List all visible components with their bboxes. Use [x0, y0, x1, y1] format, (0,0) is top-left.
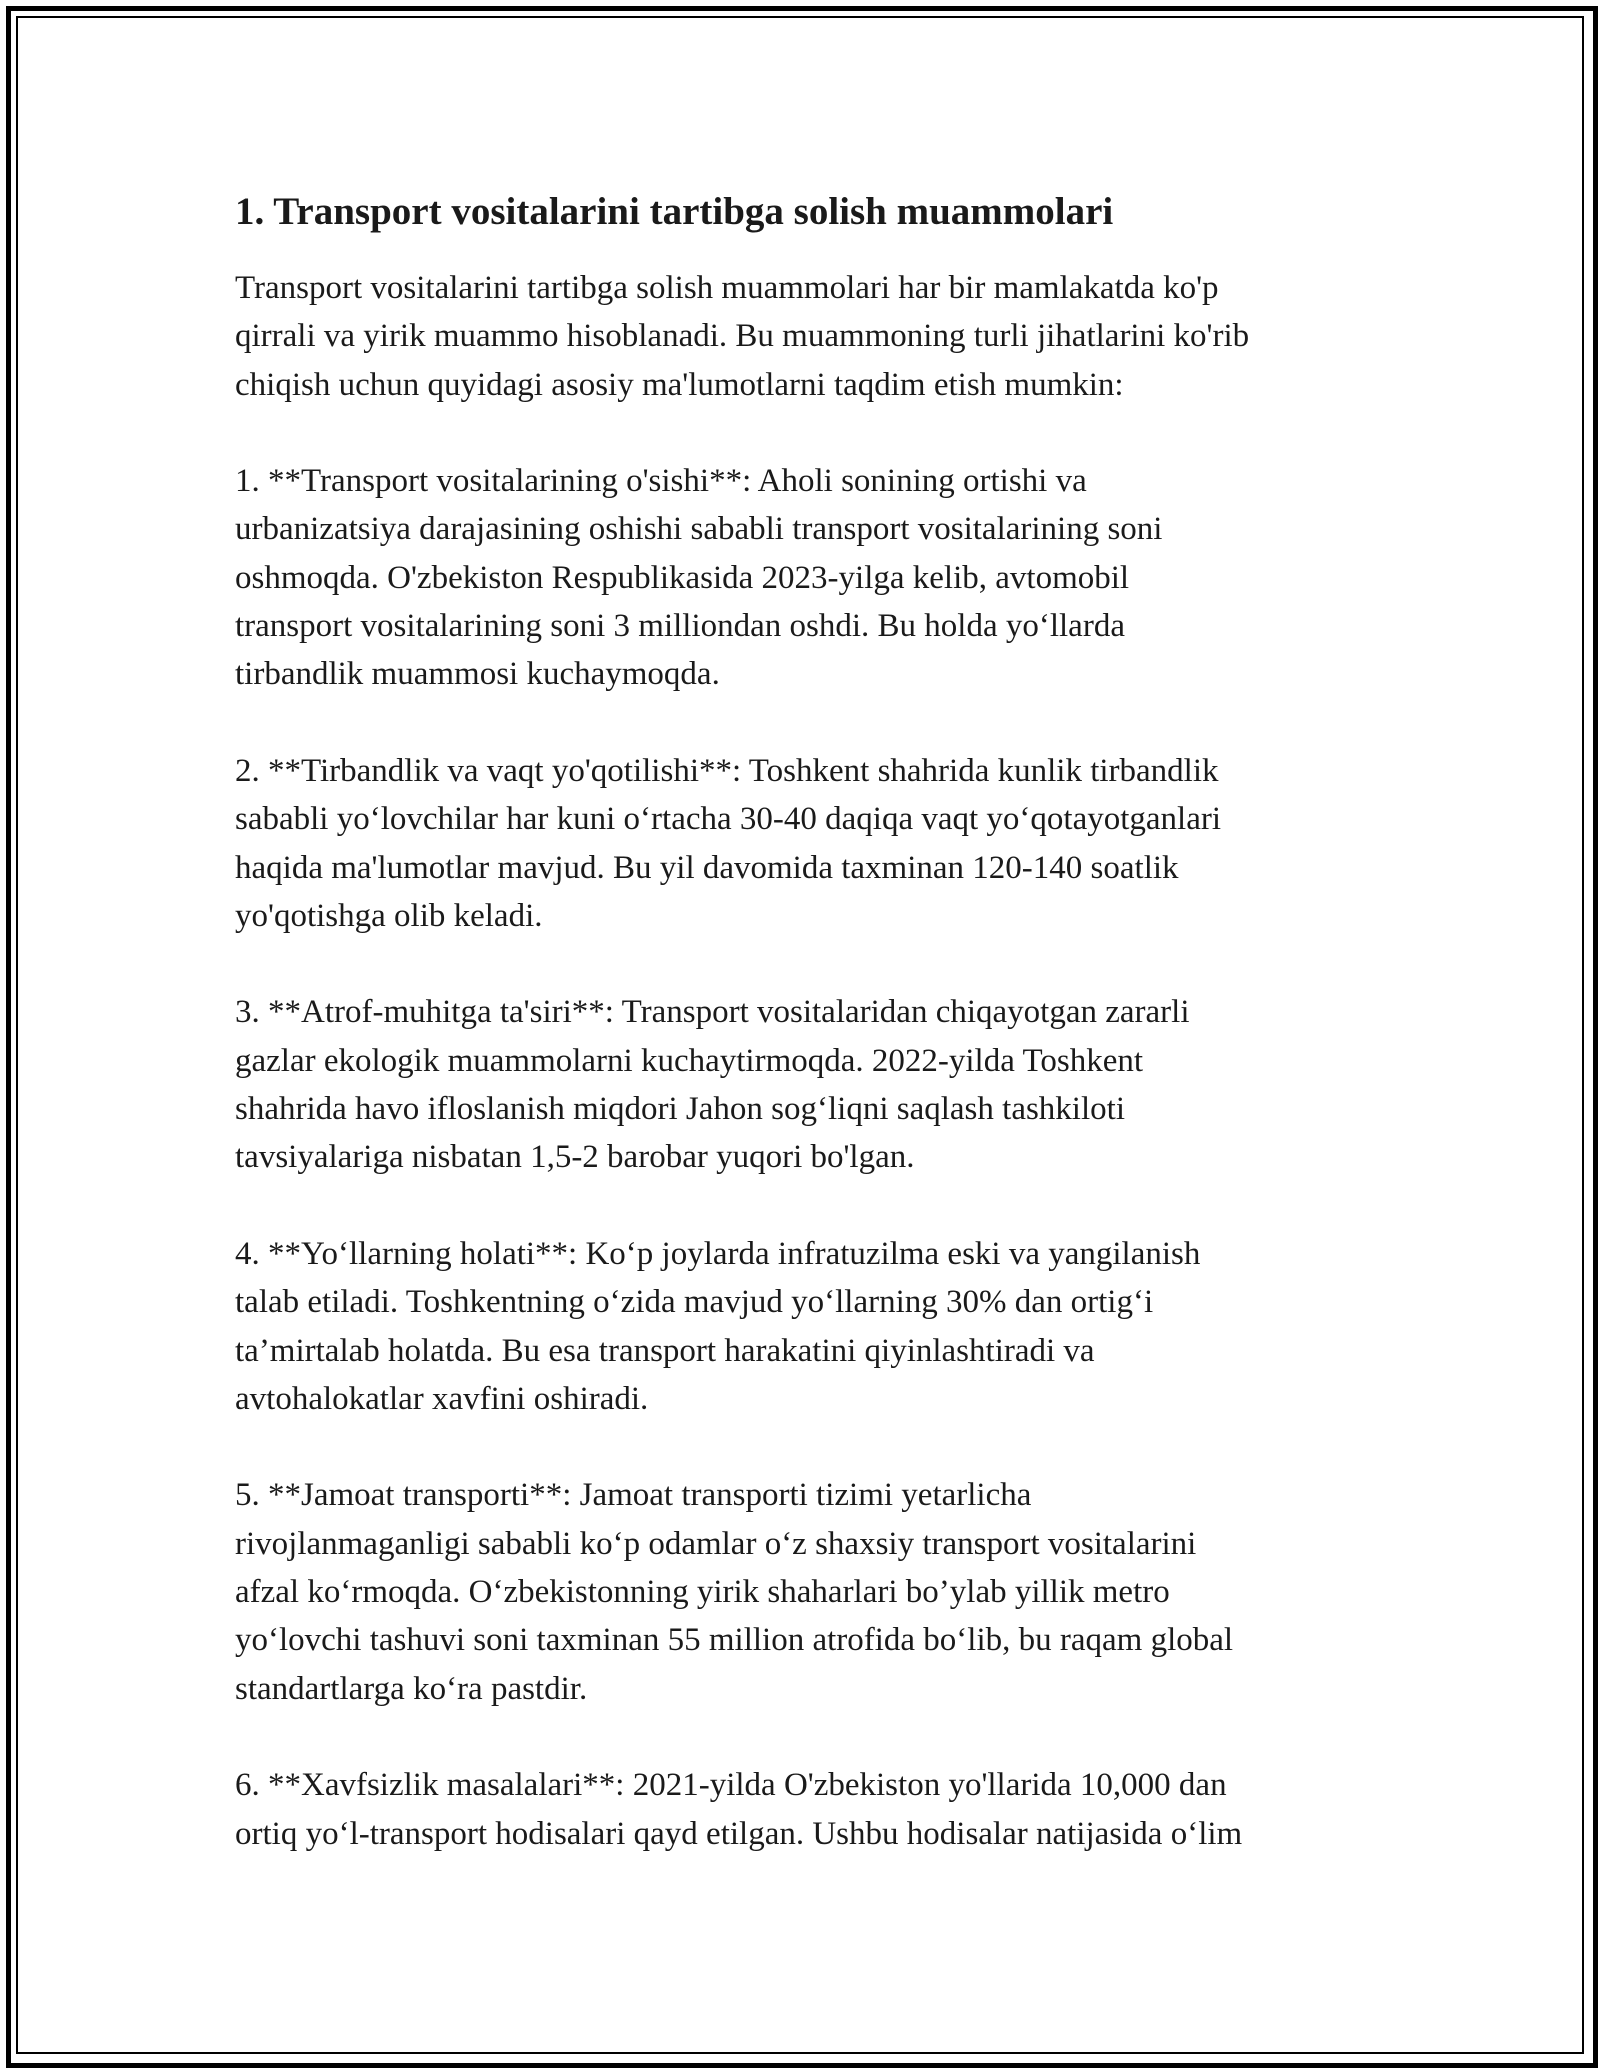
- paragraph-line: yo‘lovchi tashuvi soni taxminan 55 million atrofida bo‘lib, bu raqam global: [235, 1622, 1234, 1659]
- paragraph-line: Transport vositalarini tartibga solish muammolari har bir mamlakatda ko'p: [235, 270, 1219, 306]
- paragraph-line: 6. **Xavfsizlik masalalari**: 2021-yilda O'zbekiston yo'llarida 10,000 dan: [235, 1767, 1227, 1804]
- document-page: [235, 184, 1385, 1906]
- paragraph-line: ta’mirtalab holatda. Bu esa transport harakatini qiyinlashtiradi va: [235, 1332, 1095, 1369]
- paragraph-line: sababli yo‘lovchilar har kuni o‘rtacha 30-40 daqiqa vaqt yo‘qotayotganlari: [235, 801, 1222, 838]
- paragraph-line: yo'qotishga olib keladi.: [235, 897, 543, 934]
- paragraph-line: urbanizatsiya darajasining oshishi sababli transport vositalarining soni: [235, 511, 1163, 548]
- point-2-paragraph: [235, 747, 1385, 940]
- paragraph-line: haqida ma'lumotlar mavjud. Bu yil davomida taxminan 120-140 soatlik: [235, 849, 1179, 886]
- paragraph-line: transport vositalarining soni 3 milliondan oshdi. Bu holda yo‘llarda: [235, 608, 1125, 645]
- paragraph-line: tirbandlik muammosi kuchaymoqda.: [235, 656, 720, 693]
- paragraph-line: oshmoqda. O'zbekiston Respublikasida 2023-yilga kelib, avtomobil: [235, 559, 1130, 596]
- intro-paragraph: [235, 264, 1385, 409]
- paragraph-line: standartlarga ko‘ra pastdir.: [235, 1670, 588, 1707]
- paragraph-line: 3. **Atrof-muhitga ta'siri**: Transport vositalaridan chiqayotgan zararli: [235, 994, 1190, 1031]
- paragraph-line: tavsiyalariga nisbatan 1,5-2 barobar yuqori bo'lgan.: [235, 1139, 915, 1176]
- paragraph-line: afzal ko‘rmoqda. O‘zbekistonning yirik shaharlari bo’ylab yillik metro: [235, 1574, 1170, 1611]
- point-3-paragraph: [235, 988, 1385, 1181]
- point-5-paragraph: [235, 1471, 1385, 1712]
- paragraph-line: chiqish uchun quyidagi asosiy ma'lumotlarni taqdim etish mumkin:: [235, 366, 1124, 403]
- point-4-paragraph: [235, 1230, 1385, 1423]
- paragraph-line: shahrida havo ifloslanish miqdori Jahon sog‘liqni saqlash tashkiloti: [235, 1091, 1125, 1128]
- paragraph-line: ortiq yo‘l-transport hodisalari qayd etilgan. Ushbu hodisalar natijasida o‘lim: [235, 1815, 1243, 1852]
- paragraph-line: talab etiladi. Toshkentning o‘zida mavjud yo‘llarning 30% dan ortig‘i: [235, 1284, 1154, 1321]
- document-title: 1. Transport vositalarini tartibga solish muammolari: [235, 190, 1114, 233]
- paragraph-line: 2. **Tirbandlik va vaqt yo'qotilishi**: Toshkent shahrida kunlik tirbandlik: [235, 752, 1219, 789]
- point-1-paragraph: [235, 457, 1385, 698]
- paragraph-line: 4. **Yo‘llarning holati**: Ko‘p joylarda infratuzilma eski va yangilanish: [235, 1235, 1201, 1272]
- paragraph-line: qirrali va yirik muammo hisoblanadi. Bu muammoning turli jihatlarini ko'rib: [235, 318, 1250, 355]
- paragraph-line: avtohalokatlar xavfini oshiradi.: [235, 1380, 649, 1417]
- paragraph-line: 5. **Jamoat transporti**: Jamoat transporti tizimi yetarlicha: [235, 1477, 1032, 1514]
- paragraph-line: rivojlanmaganligi sababli ko‘p odamlar o‘z shaxsiy transport vositalarini: [235, 1525, 1197, 1562]
- paragraph-line: 1. **Transport vositalarining o'sishi**: Aholi sonining ortishi va: [235, 463, 1087, 500]
- paragraph-line: gazlar ekologik muammolarni kuchaytirmoqda. 2022-yilda Toshkent: [235, 1042, 1144, 1079]
- point-6-paragraph: [235, 1761, 1385, 1858]
